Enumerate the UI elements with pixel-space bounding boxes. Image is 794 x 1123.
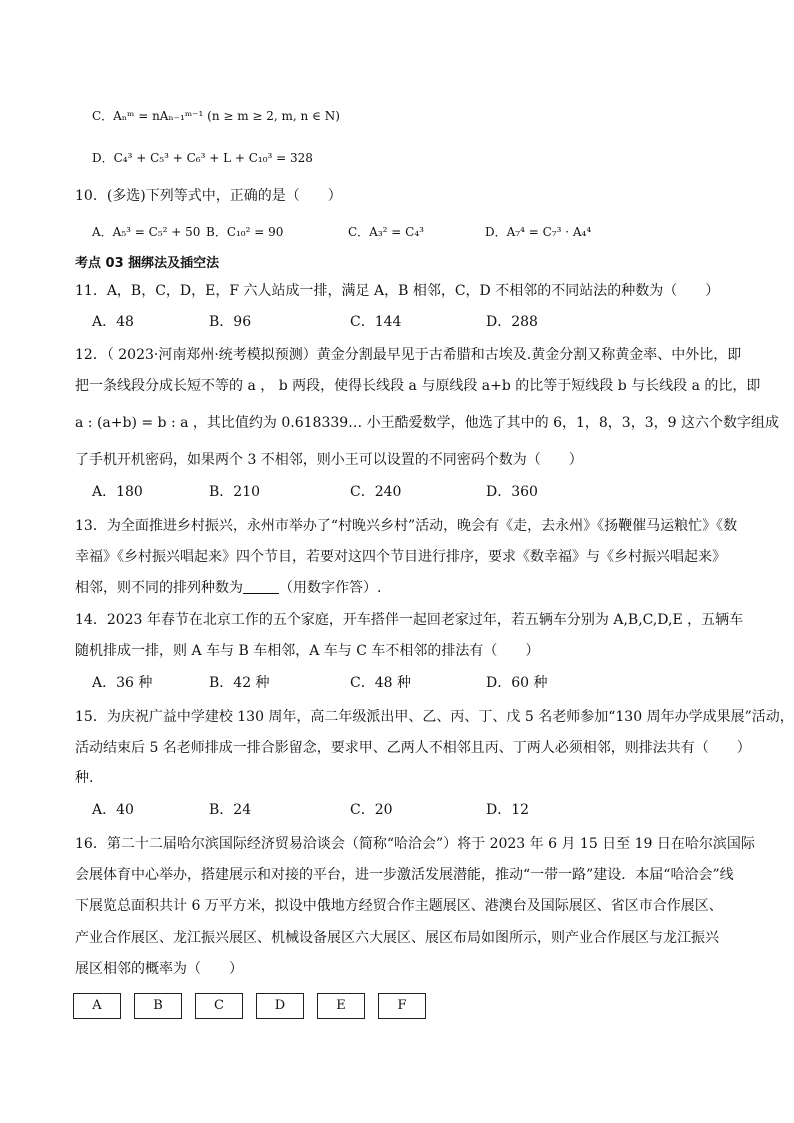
q12-option-c: C．240 xyxy=(350,484,402,500)
q10-option-c: C．A₃² = C₄³ xyxy=(348,225,424,239)
q16-line-4: 产业合作展区、龙江振兴展区、机械设备展区六大展区、展区布局如图所示，则产业合作展区与龙江振兴 xyxy=(75,930,719,946)
q14-option-d: D．60 种 xyxy=(486,675,548,691)
q13-line-2: 幸福》《乡村振兴唱起来》四个节目，若要对这四个节目进行排序，要求《数幸福》与《乡村振兴唱起来》 xyxy=(75,549,726,565)
exhibit-box-b: B xyxy=(134,993,182,1019)
q15-option-a: A．40 xyxy=(92,802,134,818)
q14-options xyxy=(92,673,692,693)
q12-option-a: A．180 xyxy=(92,484,143,500)
q12-line-2: 把一条线段分成长短不等的 a ， b 两段，使得长线段 a 与原线段 a+b 的比等于短线段 b 与长线段 a 的比，即 xyxy=(75,378,761,394)
exhibit-box-d: D xyxy=(256,993,304,1019)
q9-option-c: C．Aₙᵐ = nAₙ₋₁ᵐ⁻¹ (n ≥ m ≥ 2, m, n ∈ N) xyxy=(92,109,340,123)
exhibit-box-c: C xyxy=(195,993,243,1019)
q12-line-4: 了手机开机密码，如果两个 3 不相邻，则小王可以设置的不同密码个数为（ ） xyxy=(75,452,583,468)
exhibit-box-f: F xyxy=(378,993,426,1019)
q13-line-3-after: （用数字作答）. xyxy=(279,580,382,596)
q13-line-3 xyxy=(75,578,381,598)
exhibit-box-e: E xyxy=(317,993,365,1019)
q14-line-1: 14．2023 年春节在北京工作的五个家庭，开车搭伴一起回老家过年，若五辆车分别为 A,B,C,D,E ，五辆车 xyxy=(75,612,744,628)
q10-options xyxy=(92,222,692,242)
q10-option-b: B．C₁₀² = 90 xyxy=(206,225,284,239)
q14-option-b: B．42 种 xyxy=(209,675,270,691)
q16-line-1: 16．第二十二届哈尔滨国际经济贸易洽谈会（简称“哈洽会”）将于 2023 年 6 月 15 日至 19 日在哈尔滨国际 xyxy=(75,836,755,852)
q12-line-1: 12．（ 2023·河南郑州·统考模拟预测）黄金分割最早见于古希腊和古埃及.黄金分割又称黄金率、中外比，即 xyxy=(75,347,742,363)
q15-line-2: 活动结束后 5 名老师排成一排合影留念，要求甲、乙两人不相邻且丙、丁两人必须相邻，则排法共有（ ） xyxy=(75,740,751,756)
q14-line-2: 随机排成一排，则 A 车与 B 车相邻，A 车与 C 车不相邻的排法有（ ） xyxy=(75,643,540,659)
q15-option-c: C．20 xyxy=(350,802,393,818)
q15-options xyxy=(92,800,692,820)
q16-line-3: 下展览总面积共计 6 万平方米，拟设中俄地方经贸合作主题展区、港澳台及国际展区、省区市合作展区、 xyxy=(75,898,723,914)
q10-option-a: A．A₅³ = C₅² + 50 xyxy=(92,225,201,239)
q13-line-1: 13．为全面推进乡村振兴，永州市举办了“村晚兴乡村”活动，晚会有《走，去永州》《扬鞭催马运粮忙》《数 xyxy=(75,518,738,534)
q15-option-d: D．12 xyxy=(486,802,530,818)
q12-option-d: D．360 xyxy=(486,484,538,500)
q16-line-2: 会展体育中心举办，搭建展示和对接的平台，进一步激活发展潜能，推动“一带一路”建设．本届“哈洽会”线 xyxy=(75,867,734,883)
q11-stem: 11．A，B，C，D，E，F 六人站成一排，满足 A，B 相邻，C，D 不相邻的不同站法的种数为（ ） xyxy=(75,283,720,299)
exhibition-layout-diagram xyxy=(73,993,433,1021)
q10-option-d: D．A₇⁴ = C₇³ · A₄⁴ xyxy=(485,225,592,239)
q15-option-b: B．24 xyxy=(209,802,252,818)
section-heading: 考点 03 捆绑法及插空法 xyxy=(75,256,220,271)
q16-line-5: 展区相邻的概率为（ ） xyxy=(75,961,243,977)
q11-option-d: D．288 xyxy=(486,314,538,330)
q11-option-a: A．48 xyxy=(92,314,134,330)
q12-line-3: a : (a+b) = b : a ，其比值约为 0.618339… 小王酷爱数学，他选了其中的 6，1，8，3，3，9 这六个数字组成 xyxy=(75,415,779,431)
q14-option-a: A．36 种 xyxy=(92,675,153,691)
q15-line-3: 种. xyxy=(75,770,94,786)
q12-option-b: B．210 xyxy=(209,484,261,500)
q11-options xyxy=(92,312,692,332)
q12-options xyxy=(92,482,692,502)
q13-line-3-before: 相邻，则不同的排列种数为 xyxy=(75,580,243,596)
q15-line-1: 15．为庆祝广益中学建校 130 周年，高二年级派出甲、乙、丙、丁、戊 5 名老师参加“130 周年办学成果展”活动， xyxy=(75,709,794,725)
answer-blank xyxy=(243,579,279,594)
exhibit-box-a: A xyxy=(73,993,121,1019)
q11-option-c: C．144 xyxy=(350,314,402,330)
q11-option-b: B．96 xyxy=(209,314,252,330)
q10-stem: 10．(多选)下列等式中，正确的是（ ） xyxy=(75,188,342,204)
q9-option-d: D．C₄³ + C₅³ + C₆³ + L + C₁₀³ = 328 xyxy=(92,151,313,165)
q14-option-c: C．48 种 xyxy=(350,675,411,691)
